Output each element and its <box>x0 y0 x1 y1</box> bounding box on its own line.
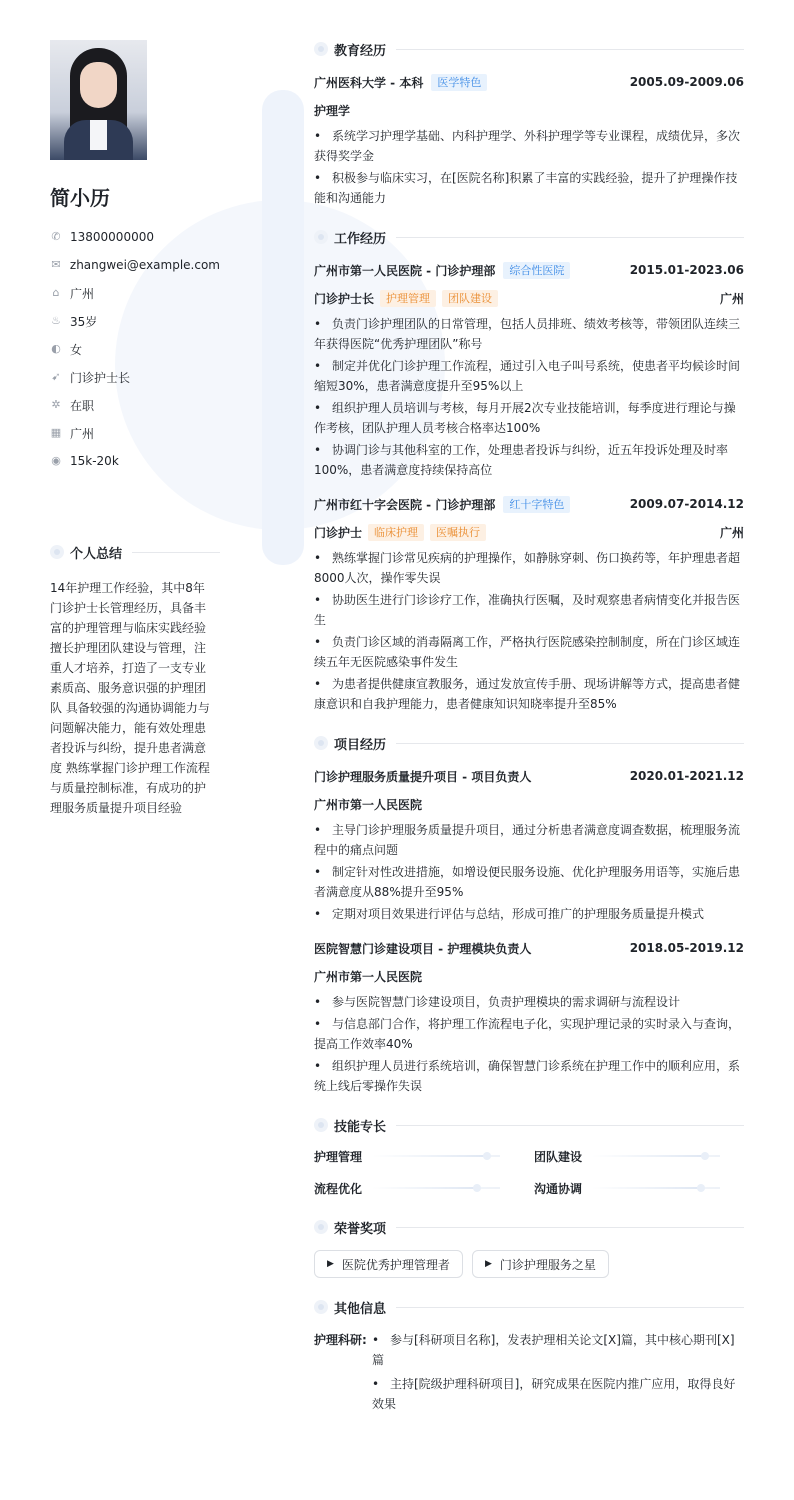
bullet-icon: • <box>314 401 322 415</box>
work-entry <box>314 494 744 714</box>
bullet-list <box>314 992 744 1096</box>
skill-item <box>534 1146 744 1166</box>
bullet-text: 制定并优化门诊护理工作流程，通过引入电子叫号系统，使患者平均候诊时间缩短30%，患者满意度提升至95%以上 <box>314 359 741 393</box>
bullet-icon: • <box>314 129 322 143</box>
section-dot-icon <box>314 736 328 750</box>
honor-badge <box>472 1250 609 1278</box>
role <box>314 290 498 307</box>
bullet-text: 协调门诊与其他科室的工作，处理患者投诉与纠纷，近五年投诉处理及时率100%，患者满意度持续保持高位 <box>314 443 729 477</box>
section-dot-icon <box>314 230 328 244</box>
bullet-icon: • <box>314 823 322 837</box>
education-entry <box>314 72 744 208</box>
bullet-icon: • <box>314 907 322 921</box>
status-icon: ✲ <box>51 398 61 411</box>
other-content <box>314 1330 744 1418</box>
project-entry <box>314 766 744 924</box>
bullet-item <box>314 674 744 714</box>
building-icon: ▦ <box>50 426 62 439</box>
bullet-text: 参与[科研项目名称]，发表护理相关论文[X]篇，其中核心期刊[X]篇 <box>372 1333 735 1367</box>
projects-section <box>314 734 744 1096</box>
honors-section <box>314 1218 744 1278</box>
contact-row <box>50 335 220 363</box>
mail-icon: ✉ <box>51 258 61 271</box>
main-content <box>314 40 744 1438</box>
company-name <box>314 262 570 279</box>
section-divider <box>396 1307 744 1308</box>
skill-list <box>314 1146 744 1198</box>
skill-item <box>534 1178 744 1198</box>
bullet-icon: • <box>314 317 322 331</box>
honor-badge <box>314 1250 463 1278</box>
work-section <box>314 228 744 714</box>
entry-date: 2018.05-2019.12 <box>629 941 744 955</box>
gender-icon: ◐ <box>51 342 61 355</box>
role-tag: 团队建设 <box>442 290 498 307</box>
bullet-item <box>314 992 744 1012</box>
skill-knob-icon <box>473 1184 481 1192</box>
contact-row <box>50 251 220 279</box>
contact-value: 35岁 <box>70 314 98 329</box>
bullet-text: 组织护理人员进行系统培训，确保智慧门诊系统在护理工作中的顺利应用，系统上线后零操作失误 <box>314 1059 741 1093</box>
honor-list <box>314 1250 744 1278</box>
entry-date: 2005.09-2009.06 <box>629 75 744 89</box>
section-divider <box>132 552 220 553</box>
contact-value: 广州 <box>70 286 95 301</box>
role-tag: 医嘱执行 <box>430 524 486 541</box>
other-title: 其他信息 <box>334 1301 387 1317</box>
work-title: 工作经历 <box>334 231 387 247</box>
skill-fill <box>592 1187 701 1189</box>
contact-row <box>50 419 220 447</box>
bullet-item <box>314 632 744 672</box>
section-dot-icon <box>50 545 64 559</box>
background-bar-decoration <box>262 90 304 565</box>
summary-header <box>50 543 220 561</box>
section-dot-icon <box>314 1220 328 1234</box>
role <box>314 524 486 541</box>
other-section <box>314 1298 744 1418</box>
skill-name: 护理管理 <box>314 1149 363 1164</box>
bullet-text: 负责门诊护理团队的日常管理，包括人员排班、绩效考核等，带领团队连续三年获得医院“优秀护理团队”称号 <box>314 317 741 351</box>
other-header <box>314 1298 744 1316</box>
section-divider <box>396 1125 744 1126</box>
bullet-icon: • <box>314 865 322 879</box>
skills-section <box>314 1116 744 1198</box>
role-row <box>314 522 744 542</box>
honor-label: 门诊护理服务之星 <box>499 1257 596 1272</box>
role-row <box>314 288 744 308</box>
contact-value: 广州 <box>70 426 95 441</box>
bullet-item <box>314 1056 744 1096</box>
work-header <box>314 228 744 246</box>
skill-item <box>314 1178 534 1198</box>
project-title: 医院智慧门诊建设项目 - 护理模块负责人 <box>314 941 532 956</box>
section-divider <box>396 743 744 744</box>
bullet-item <box>314 440 744 480</box>
bullet-item <box>314 904 744 924</box>
section-dot-icon <box>314 1118 328 1132</box>
contact-value: 15k-20k <box>70 454 119 468</box>
contact-row <box>50 279 220 307</box>
entry-header <box>314 766 744 786</box>
skill-fill <box>372 1187 477 1189</box>
candidate-name: 简小历 <box>50 186 110 210</box>
project-entry <box>314 938 744 1096</box>
contact-row <box>50 307 220 335</box>
bullet-text: 与信息部门合作，将护理工作流程电子化，实现护理记录的实时录入与查询，提高工作效率40% <box>314 1017 741 1051</box>
other-bullets <box>372 1330 740 1418</box>
role-tag: 护理管理 <box>380 290 436 307</box>
project-title: 门诊护理服务质量提升项目 - 项目负责人 <box>314 769 532 784</box>
summary-title: 个人总结 <box>70 546 123 562</box>
major: 护理学 <box>314 103 351 118</box>
bullet-item <box>372 1374 740 1414</box>
skills-header <box>314 1116 744 1134</box>
bullet-list <box>314 820 744 924</box>
contact-value: 在职 <box>70 398 95 413</box>
bullet-icon: • <box>314 593 322 607</box>
skill-name: 流程优化 <box>314 1181 363 1196</box>
section-divider <box>396 49 744 50</box>
contact-row <box>50 447 220 475</box>
entry-header <box>314 260 744 280</box>
bullet-item <box>314 168 744 208</box>
summary-section <box>50 543 220 818</box>
contact-value: 门诊护士长 <box>70 370 131 385</box>
bullet-item <box>314 1014 744 1054</box>
send-icon: ➹ <box>51 370 61 383</box>
education-section <box>314 40 744 208</box>
skill-level-bar <box>592 1185 720 1191</box>
bullet-text: 主持[院级护理科研项目]，研究成果在医院内推广应用，取得良好效果 <box>372 1377 736 1411</box>
contact-list <box>50 223 220 475</box>
school-tag: 医学特色 <box>431 74 487 91</box>
skill-level-bar <box>372 1153 500 1159</box>
home-icon: ⌂ <box>52 286 60 299</box>
honors-title: 荣誉奖项 <box>334 1221 387 1237</box>
entry-header <box>314 938 744 958</box>
bullet-icon: • <box>372 1377 380 1391</box>
projects-title: 项目经历 <box>334 737 387 753</box>
project-org: 广州市第一人民医院 <box>314 969 423 984</box>
company-tag: 红十字特色 <box>503 496 570 513</box>
honor-label: 医院优秀护理管理者 <box>341 1257 450 1272</box>
bullet-text: 主导门诊护理服务质量提升项目，通过分析患者满意度调查数据，梳理服务流程中的痛点问题 <box>314 823 741 857</box>
education-title: 教育经历 <box>334 43 387 59</box>
entry-header <box>314 494 744 514</box>
bullet-icon: • <box>314 359 322 373</box>
project-org: 广州市第一人民医院 <box>314 797 423 812</box>
contact-value: zhangwei@example.com <box>69 258 220 272</box>
play-icon: ▶ <box>327 1259 334 1269</box>
org-row <box>314 794 744 814</box>
company-title: 广州市第一人民医院 - 门诊护理部 <box>314 263 496 278</box>
bullet-icon: • <box>314 551 322 565</box>
contact-row <box>50 391 220 419</box>
company-name <box>314 496 570 513</box>
bullet-list <box>314 314 744 480</box>
bullet-text: 为患者提供健康宣教服务，通过发放宣传手册、现场讲解等方式，提高患者健康意识和自我护理能力，患者健康知识知晓率提升至85% <box>314 677 741 711</box>
role-title: 门诊护士 <box>314 525 363 540</box>
location: 广州 <box>719 291 744 306</box>
bullet-item <box>314 590 744 630</box>
skill-level-bar <box>592 1153 720 1159</box>
org-row <box>314 966 744 986</box>
bullet-text: 制定针对性改进措施，如增设便民服务设施、优化护理服务用语等，实施后患者满意度从88%提升至95% <box>314 865 741 899</box>
bullet-item <box>372 1330 740 1370</box>
bullet-item <box>314 126 744 166</box>
education-header <box>314 40 744 58</box>
contact-row <box>50 363 220 391</box>
bullet-item <box>314 314 744 354</box>
location: 广州 <box>719 525 744 540</box>
summary-text: 14年护理工作经验，其中8年门诊护士长管理经历，具备丰富的护理管理与临床实践经验 擅长护理团队建设与管理，注重人才培养，打造了一支专业素质高、服务意识强的护理团队 具备较强的沟通协调能力与问题解决能力，能有效处理患者投诉与纠纷，提升患者满意度 熟练掌握门诊护理工作流程与质量控制标准，有成功的护理服务质量提升项目经验 <box>50 581 210 815</box>
bullet-icon: • <box>314 1059 322 1073</box>
profile-photo <box>50 40 147 160</box>
bullet-icon: • <box>314 677 322 691</box>
bullet-text: 定期对项目效果进行评估与总结，形成可推广的护理服务质量提升模式 <box>332 907 705 921</box>
work-entry <box>314 260 744 480</box>
entry-date: 2020.01-2021.12 <box>629 769 744 783</box>
section-divider <box>396 237 744 238</box>
role-tag: 临床护理 <box>368 524 424 541</box>
bullet-icon: • <box>314 1017 322 1031</box>
skill-name: 沟通协调 <box>534 1181 583 1196</box>
bullet-icon: • <box>314 443 322 457</box>
bullet-item <box>314 820 744 860</box>
skill-fill <box>592 1155 705 1157</box>
contact-value: 女 <box>70 342 83 357</box>
bullet-text: 积极参与临床实习，在[医院名称]积累了丰富的实践经验，提升了护理操作技能和沟通能力 <box>314 171 738 205</box>
cake-icon: ♨ <box>51 314 61 327</box>
bullet-item <box>314 356 744 396</box>
bullet-text: 负责门诊区域的消毒隔离工作，严格执行医院感染控制制度，所在门诊区域连续五年无医院感染事件发生 <box>314 635 741 669</box>
bullet-item <box>314 548 744 588</box>
bullet-text: 熟练掌握门诊常见疾病的护理操作，如静脉穿刺、伤口换药等，年护理患者超8000人次，操作零失误 <box>314 551 741 585</box>
skill-item <box>314 1146 534 1166</box>
bullet-icon: • <box>314 635 322 649</box>
skill-knob-icon <box>701 1152 709 1160</box>
bullet-text: 系统学习护理学基础、内科护理学、外科护理学等专业课程，成绩优异，多次获得奖学金 <box>314 129 741 163</box>
company-tag: 综合性医院 <box>503 262 570 279</box>
entry-date: 2015.01-2023.06 <box>629 263 744 277</box>
skill-name: 团队建设 <box>534 1149 583 1164</box>
section-divider <box>396 1227 744 1228</box>
bullet-icon: • <box>314 171 322 185</box>
bullet-icon: • <box>314 995 322 1009</box>
bullet-text: 组织护理人员培训与考核，每月开展2次专业技能培训，每季度进行理论与操作考核，团队护理人员考核合格率达100% <box>314 401 736 435</box>
entry-header <box>314 72 744 92</box>
skill-fill <box>372 1155 487 1157</box>
section-dot-icon <box>314 42 328 56</box>
contact-value: 13800000000 <box>70 230 154 244</box>
salary-icon: ◉ <box>51 454 61 467</box>
company-title: 广州市红十字会医院 - 门诊护理部 <box>314 497 496 512</box>
bullet-icon: • <box>372 1333 380 1347</box>
phone-icon: ✆ <box>51 230 61 243</box>
skills-title: 技能专长 <box>334 1119 387 1135</box>
bullet-list <box>314 548 744 714</box>
skill-level-bar <box>372 1185 500 1191</box>
bullet-list <box>314 126 744 208</box>
skill-knob-icon <box>483 1152 491 1160</box>
entry-date: 2009.07-2014.12 <box>629 497 744 511</box>
play-icon: ▶ <box>484 1259 492 1269</box>
bullet-text: 参与医院智慧门诊建设项目，负责护理模块的需求调研与流程设计 <box>332 995 681 1009</box>
contact-row <box>50 223 220 251</box>
major-row <box>314 100 744 120</box>
other-label: 护理科研: <box>314 1333 367 1347</box>
role-title: 门诊护士长 <box>314 291 375 306</box>
section-dot-icon <box>314 1300 328 1314</box>
bullet-item <box>314 398 744 438</box>
sidebar <box>50 40 220 475</box>
honors-header <box>314 1218 744 1236</box>
school-name <box>314 74 487 91</box>
projects-header <box>314 734 744 752</box>
school-title: 广州医科大学 - 本科 <box>314 75 424 90</box>
bullet-item <box>314 862 744 902</box>
skill-knob-icon <box>697 1184 705 1192</box>
bullet-text: 协助医生进行门诊诊疗工作，准确执行医嘱，及时观察患者病情变化并报告医生 <box>314 593 741 627</box>
